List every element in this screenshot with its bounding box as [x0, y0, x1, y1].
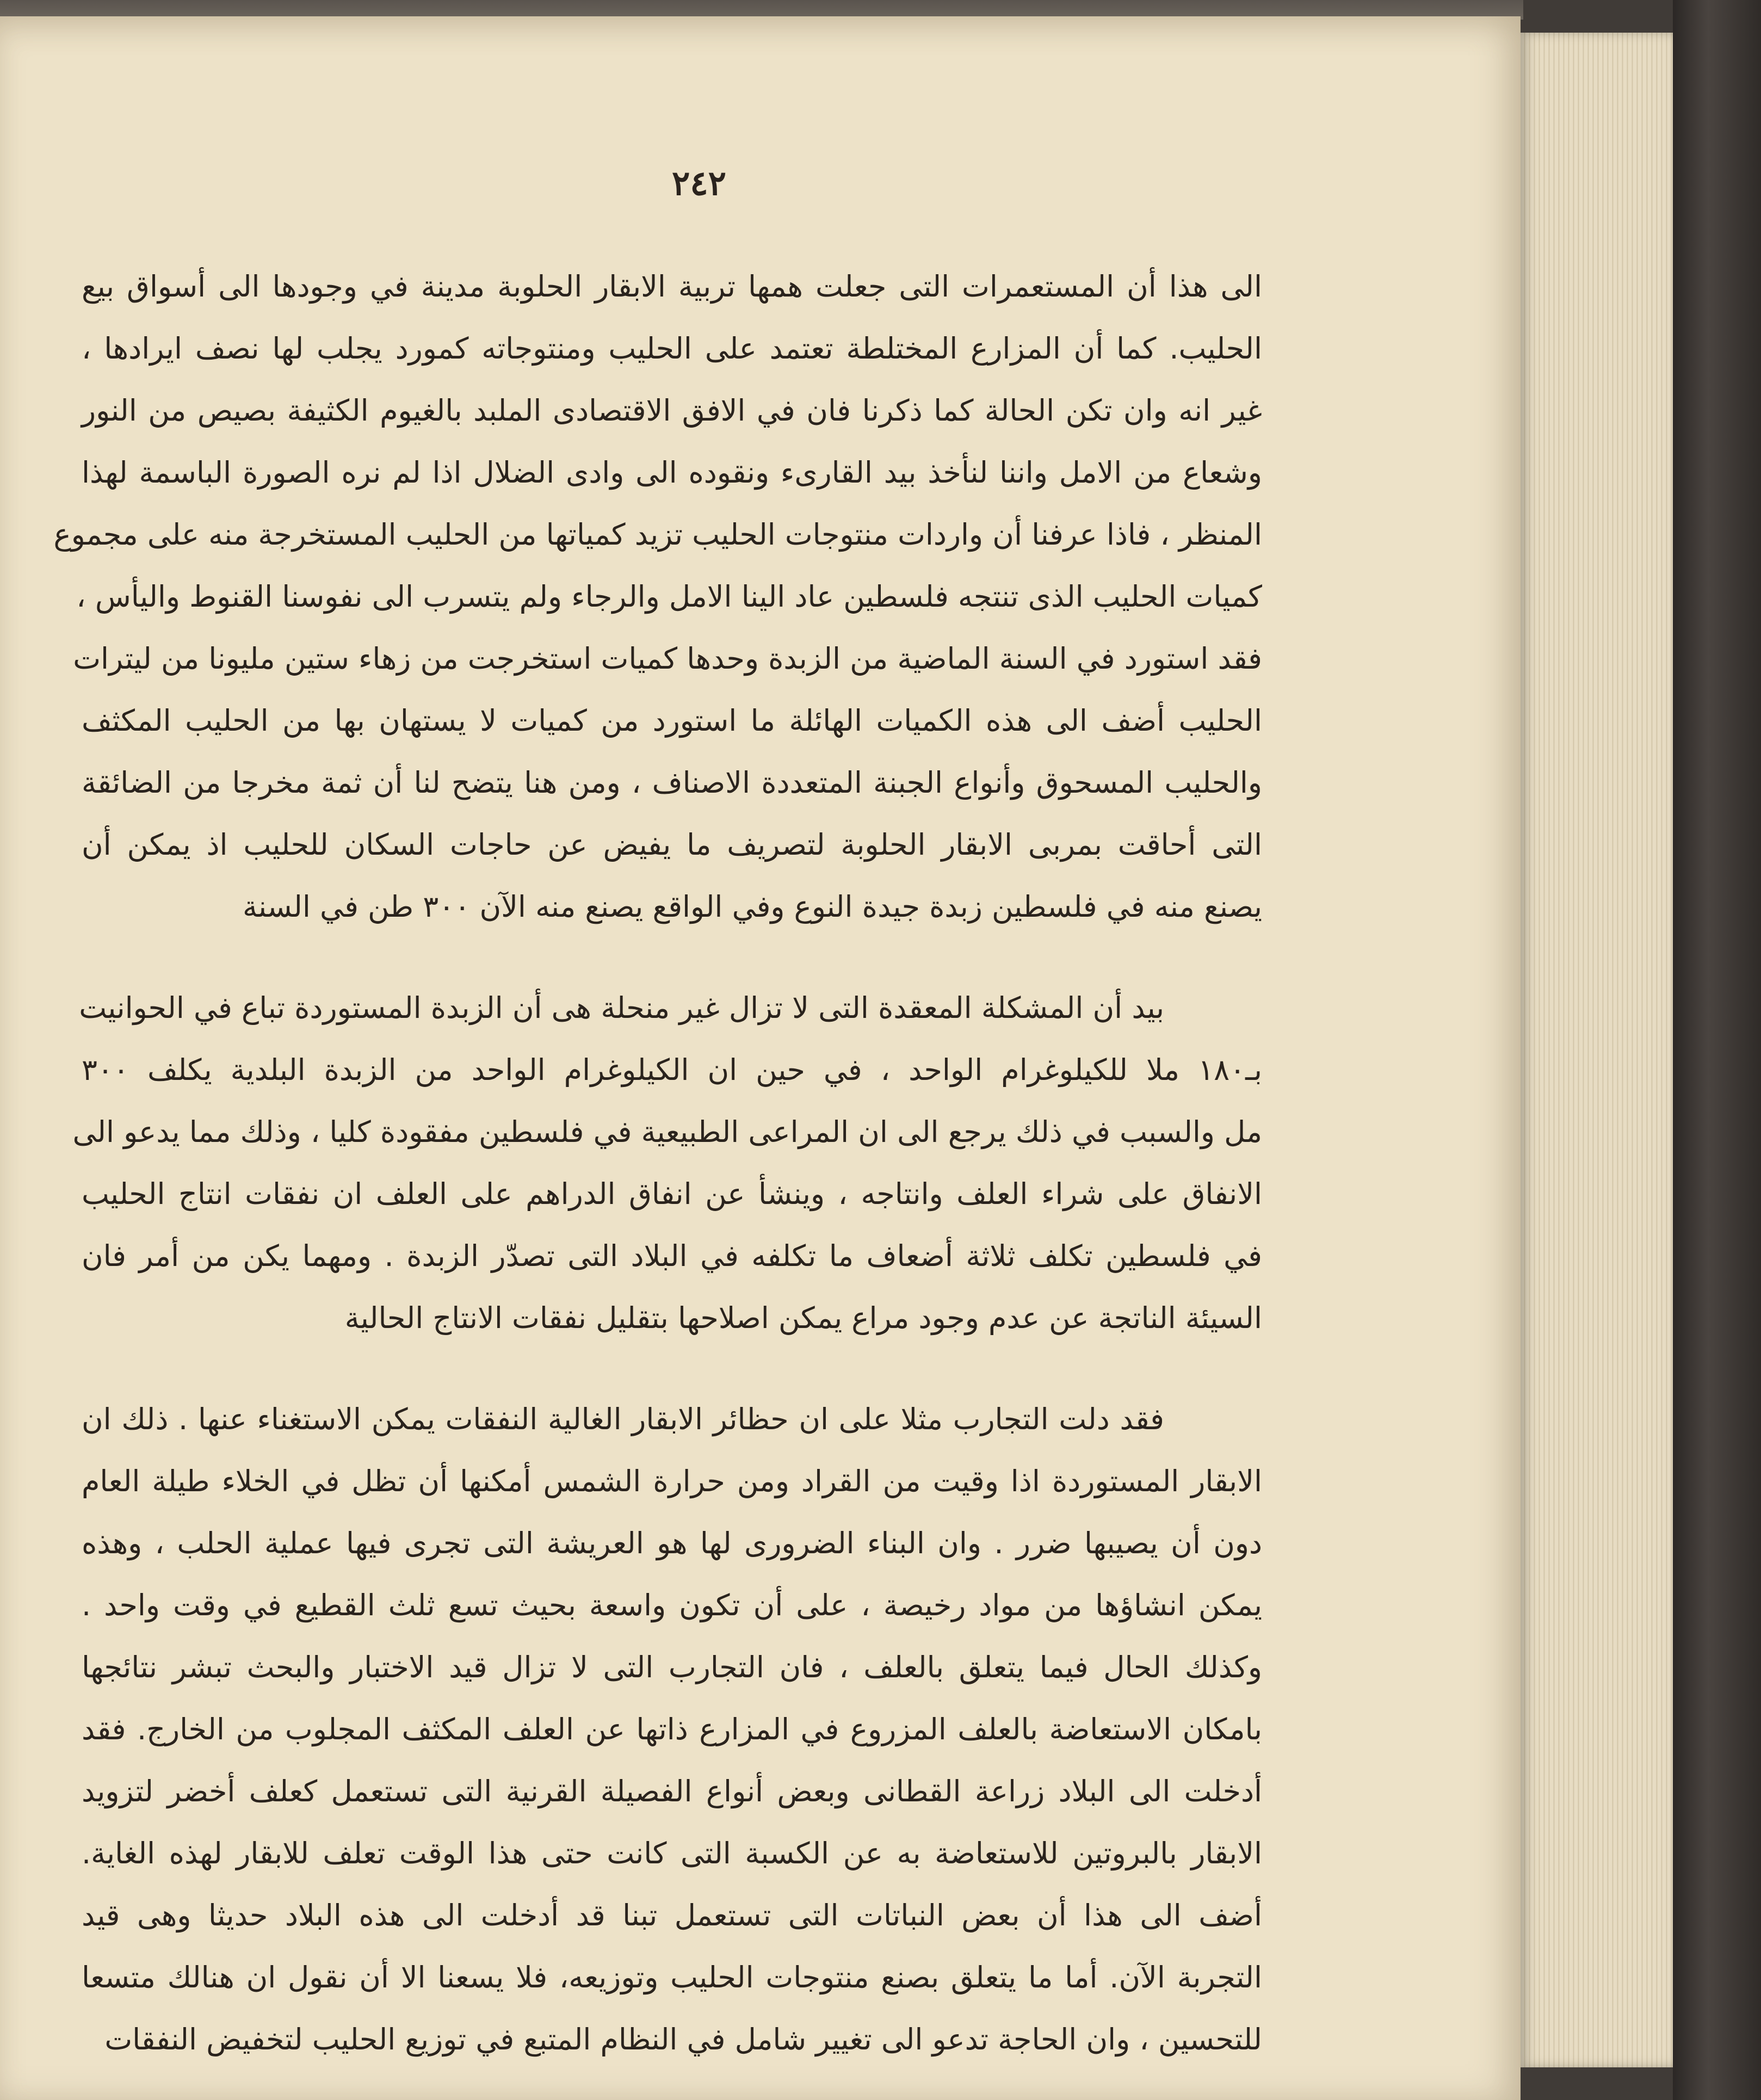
text-line: الابقار بالبروتين للاستعاضة به عن الكسبة التى كانت حتى هذا الوقت تعلف للابقار لهذه الغاية. — [82, 1836, 1262, 1870]
text-line: والحليب المسحوق وأنواع الجبنة المتعددة الاصناف ، ومن هنا يتضح لنا أن ثمة مخرجا من الضائقة — [82, 765, 1262, 800]
text-line: بـ١٨٠ ملا للكيلوغرام الواحد ، في حين ان الكيلوغرام الواحد من الزبدة البلدية يكلف ٣٠٠ — [82, 1053, 1262, 1087]
text-line: مل والسبب في ذلك يرجع الى ان المراعى الطبيعية في فلسطين مفقودة كليا ، وذلك مما يدعو الى — [72, 1115, 1262, 1149]
text-line: الحليب. كما أن المزارع المختلطة تعتمد على الحليب ومنتوجاته كمورد يجلب لها نصف ايرادها ، — [82, 331, 1262, 366]
text-line: التجربة الآن. أما ما يتعلق بصنع منتوجات الحليب وتوزيعه، فلا يسعنا الا أن نقول ان هنالك متسعا — [82, 1960, 1262, 1994]
paragraph-gap — [82, 938, 1262, 977]
text-line: التى أحاقت بمربى الابقار الحلوبة لتصريف ما يفيض عن حاجات السكان للحليب اذ يمكن أن — [82, 827, 1262, 862]
text-line: وشعاع من الامل واننا لنأخذ بيد القارىء ونقوده الى وادى الضلال اذا لم نره الصورة الباسمة لهذا — [82, 455, 1262, 490]
text-line: الابقار المستوردة اذا وقيت من القراد ومن حرارة الشمس أمكنها أن تظل في الخلاء طيلة العام — [82, 1464, 1262, 1498]
text-line: للتحسين ، وان الحاجة تدعو الى تغيير شامل في النظام المتبع في توزيع الحليب لتخفيض النفقات — [104, 2022, 1262, 2056]
page-number: ٢٤٢ — [672, 163, 726, 203]
text-line: فقد استورد في السنة الماضية من الزبدة وحدها كميات استخرجت من زهاء ستين مليونا من ليترات — [73, 641, 1262, 676]
text-line: في فلسطين تكلف ثلاثة أضعاف ما تكلفه في البلاد التى تصدّر الزبدة . ومهما يكن من أمر فان — [82, 1239, 1262, 1273]
text-line: الانفاق على شراء العلف وانتاجه ، وينشأ عن انفاق الدراهم على العلف ان نفقات انتاج الحليب — [82, 1177, 1262, 1211]
text-line: فقد دلت التجارب مثلا على ان حظائر الابقار الغالية النفقات يمكن الاستغناء عنها . ذلك ان — [82, 1402, 1164, 1436]
text-line: غير انه وان تكن الحالة كما ذكرنا فان في الافق الاقتصادى الملبد بالغيوم الكثيفة بصيص من النور — [82, 393, 1262, 428]
text-line: دون أن يصيبها ضرر . وان البناء الضرورى لها هو العريشة التى تجرى فيها عملية الحلب ، وهذه — [82, 1526, 1262, 1560]
text-line: بيد أن المشكلة المعقدة التى لا تزال غير منحلة هى أن الزبدة المستوردة تباع في الحوانيت — [79, 991, 1164, 1025]
text-line: يمكن انشاؤها من مواد رخيصة ، على أن تكون واسعة بحيث تسع ثلث القطيع في وقت واحد . — [82, 1588, 1262, 1622]
paragraph — [53, 256, 1262, 938]
book-binding — [1673, 0, 1761, 2100]
text-line: أدخلت الى البلاد زراعة القطانى وبعض أنواع الفصيلة القرنية التى تستعمل كعلف أخضر لتزويد — [82, 1774, 1262, 1808]
text-line: يصنع منه في فلسطين زبدة جيدة النوع وفي الواقع يصنع منه الآن ٣٠٠ طن في السنة — [243, 890, 1262, 924]
paragraph-gap — [82, 1349, 1262, 1388]
text-line: كميات الحليب الذى تنتجه فلسطين عاد الينا الامل والرجاء ولم يتسرب الى نفوسنا القنوط واليأس ، — [76, 579, 1262, 614]
text-line: الى هذا أن المستعمرات التى جعلت همها تربية الابقار الحلوبة مدينة في وجودها الى أسواق بيع — [82, 269, 1262, 304]
paragraph — [72, 977, 1262, 1349]
text-line: أضف الى هذا أن بعض النباتات التى تستعمل تبنا قد أدخلت الى هذه البلاد حديثا وهى قيد — [82, 1898, 1262, 1932]
text-line: السيئة الناتجة عن عدم وجود مراع يمكن اصلاحها بتقليل نفقات الانتاج الحالية — [344, 1301, 1262, 1335]
paragraph — [82, 1388, 1262, 2071]
text-line: بامكان الاستعاضة بالعلف المزروع في المزارع ذاتها عن العلف المكثف المجلوب من الخارج. فقد — [82, 1712, 1262, 1746]
body-text — [53, 256, 1262, 2071]
text-line: المنظر ، فاذا عرفنا أن واردات منتوجات الحليب تزيد كمياتها من الحليب المستخرجة منه على مجموع — [53, 517, 1262, 552]
page-edges — [1521, 33, 1673, 2067]
book-page — [0, 16, 1521, 2100]
text-line: وكذلك الحال فيما يتعلق بالعلف ، فان التجارب التى لا تزال قيد الاختبار والبحث تبشر نتائجها — [82, 1650, 1262, 1684]
text-line: الحليب أضف الى هذه الكميات الهائلة ما استورد من كميات لا يستهان بها من الحليب المكثف — [82, 703, 1262, 738]
